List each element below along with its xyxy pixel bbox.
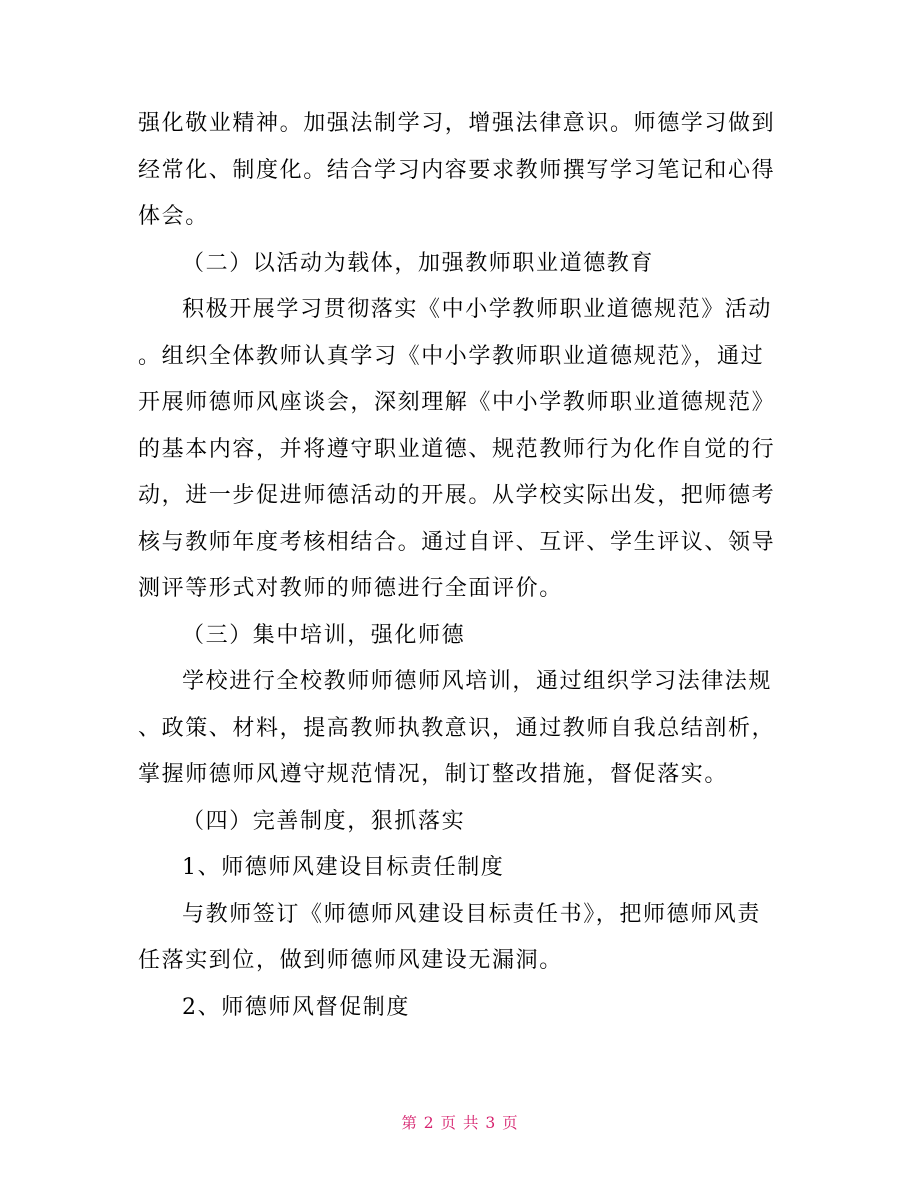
- paragraph-line: 任落实到位，做到师德师风建设无漏洞。: [138, 948, 563, 973]
- paragraph-line: 、政策、材料，提高教师执教意识，通过教师自我总结剖析，: [138, 715, 776, 741]
- section-heading-2: （二）以活动为载体，加强教师职业道德教育: [182, 250, 655, 276]
- subheading-2: 2、师德师风督促制度: [182, 994, 410, 1020]
- paragraph-line: 掌握师德师风遵守规范情况，制订整改措施，督促落实。: [138, 762, 729, 787]
- page-number-footer: 第 2 页 共 3 页: [401, 1114, 519, 1132]
- paragraph-line: 积极开展学习贯彻落实《中小学教师职业道德规范》活动: [182, 297, 773, 322]
- paragraph-line: 与教师签订《师德师风建设目标责任书》，把师德师风责: [182, 901, 762, 927]
- paragraph-line: 学校进行全校教师师德师风培训，通过组织学习法律法规: [182, 669, 773, 694]
- subheading-1: 1、师德师风建设目标责任制度: [182, 855, 505, 880]
- paragraph-line: 测评等形式对教师的师德进行全面评价。: [138, 576, 563, 601]
- paragraph-line: 核与教师年度考核相结合。通过自评、互评、学生评议、领导: [138, 529, 776, 555]
- paragraph-line: 体会。: [138, 204, 209, 229]
- paragraph-line: 。组织全体教师认真学习《中小学教师职业道德规范》，通过: [138, 343, 765, 369]
- document-body: [138, 101, 790, 1031]
- paragraph-line: 的基本内容，并将遵守职业道德、规范教师行为化作自觉的行: [138, 436, 776, 462]
- paragraph-line: 经常化、制度化。结合学习内容要求教师撰写学习笔记和心得: [138, 157, 776, 183]
- section-heading-4: （四）完善制度，狠抓落实: [182, 808, 466, 834]
- paragraph-line: 强化敬业精神。加强法制学习，增强法律意识。师德学习做到: [138, 111, 776, 136]
- paragraph-line: 动，进一步促进师德活动的开展。从学校实际出发，把师德考: [138, 483, 776, 508]
- section-heading-3: （三）集中培训，强化师德: [182, 622, 466, 648]
- paragraph-line: 开展师德师风座谈会，深刻理解《中小学教师职业道德规范》: [138, 390, 776, 415]
